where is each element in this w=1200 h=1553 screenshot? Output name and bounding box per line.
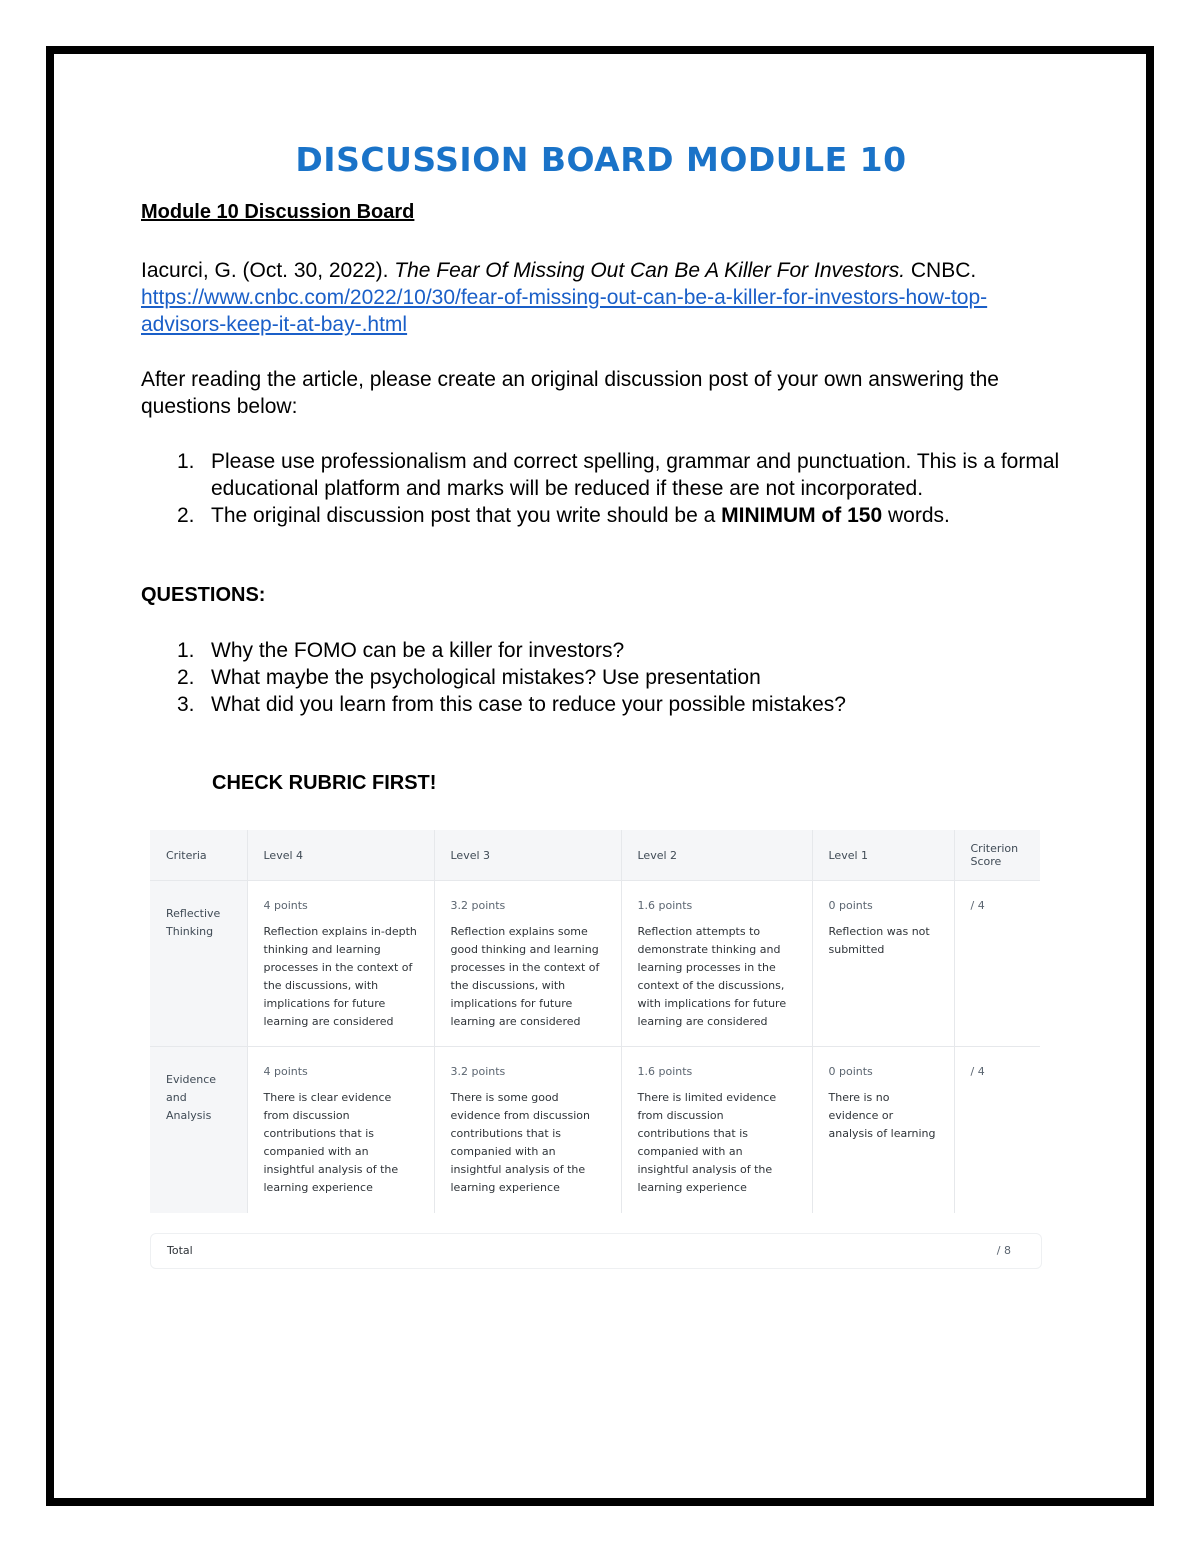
subheading: Module 10 Discussion Board: [141, 201, 415, 223]
list-number: 1.: [177, 639, 195, 662]
rubric-table: [150, 830, 1040, 1213]
list-item: [141, 664, 1061, 691]
rating-points: 4 points: [263, 899, 308, 912]
rating-cell: [434, 881, 621, 1047]
header-level-4: Level 4: [247, 830, 434, 881]
intro-paragraph: After reading the article, please create an original discussion post of your own answering the questions below:: [141, 368, 999, 418]
list-item: [141, 691, 1061, 718]
rating-description: Reflection explains in-depth thinking and learning processes in the context of the discussions, with implications for future learning are considered: [263, 925, 417, 1028]
rating-cell: [621, 1047, 812, 1213]
rating-cell: [621, 881, 812, 1047]
rating-description: There is some good evidence from discussion contributions that is companied with an insightful analysis of the learning experience: [450, 1091, 590, 1194]
rating-cell: [812, 881, 954, 1047]
list-item: [141, 502, 1061, 529]
rating-points: 0 points: [828, 1065, 873, 1078]
rating-description: Reflection was not submitted: [828, 925, 930, 956]
list-item: [141, 637, 1061, 664]
criterion-score: / 4: [954, 881, 1040, 1047]
question-text: What did you learn from this case to reduce your possible mistakes?: [211, 693, 846, 716]
question-text: What maybe the psychological mistakes? Use presentation: [211, 666, 761, 689]
total-score: / 8: [996, 1243, 1011, 1257]
header-level-2: Level 2: [621, 830, 812, 881]
rating-cell: [434, 1047, 621, 1213]
rating-description: There is no evidence or analysis of learning: [828, 1091, 936, 1140]
table-row: [150, 1047, 1040, 1213]
header-criterion-score: Criterion Score: [954, 830, 1040, 881]
question-text: Why the FOMO can be a killer for investors?: [211, 639, 625, 662]
rating-description: Reflection explains some good thinking and learning processes in the context of the discussions, with implications for future learning are considered: [450, 925, 600, 1028]
criterion-name: Evidence and Analysis: [150, 1047, 247, 1213]
header-level-1: Level 1: [812, 830, 954, 881]
criterion-name: Reflective Thinking: [150, 881, 247, 1047]
rating-cell: [812, 1047, 954, 1213]
rating-points: 1.6 points: [637, 1065, 693, 1078]
header-level-3: Level 3: [434, 830, 621, 881]
list-number: 1.: [177, 450, 195, 473]
check-rubric-note: CHECK RUBRIC FIRST!: [212, 772, 437, 794]
article-link[interactable]: https://www.cnbc.com/2022/10/30/fear-of-missing-out-can-be-a-killer-for-investors-how-top-advisors-keep-it-at-bay-.html: [141, 286, 988, 336]
rubric-image: [150, 830, 1040, 1269]
rating-description: There is clear evidence from discussion contributions that is companied with an insightful analysis of the learning experience: [263, 1091, 399, 1194]
criterion-score: / 4: [954, 1047, 1040, 1213]
table-row: [150, 881, 1040, 1047]
citation-source: CNBC.: [905, 259, 977, 282]
page-title: DISCUSSION BOARD MODULE 10: [295, 140, 907, 179]
questions-list: [141, 637, 1061, 718]
rating-description: Reflection attempts to demonstrate thinking and learning processes in the context of the discussions, with implications for future learning are considered: [637, 925, 787, 1028]
list-item-text-end: words.: [882, 504, 950, 527]
citation-author: Iacurci, G. (Oct. 30, 2022).: [141, 259, 395, 282]
rating-cell: [247, 881, 434, 1047]
list-item-text: The original discussion post that you write should be a: [211, 504, 722, 527]
rating-points: 4 points: [263, 1065, 308, 1078]
list-number: 3.: [177, 693, 195, 716]
citation: [141, 257, 1061, 338]
rating-description: There is limited evidence from discussion contributions that is companied with an insightful analysis of the learning experience: [637, 1091, 777, 1194]
header-criteria: Criteria: [150, 830, 247, 881]
word-minimum: MINIMUM of 150: [721, 504, 883, 527]
rating-points: 1.6 points: [637, 899, 693, 912]
list-item: [141, 448, 1061, 502]
instructions-list: [141, 448, 1061, 529]
list-number: 2.: [177, 666, 195, 689]
rating-points: 0 points: [828, 899, 873, 912]
rubric-header-row: [150, 830, 1040, 881]
list-number: 2.: [177, 504, 195, 527]
rubric-total-row: [150, 1233, 1042, 1269]
rating-cell: [247, 1047, 434, 1213]
questions-heading: QUESTIONS:: [141, 584, 266, 606]
total-label: Total: [167, 1243, 193, 1257]
citation-article-title: The Fear Of Missing Out Can Be A Killer For Investors.: [394, 259, 906, 282]
rating-points: 3.2 points: [450, 899, 506, 912]
list-item-text: Please use professionalism and correct spelling, grammar and punctuation. This is a formal educational platform and marks will be reduced if these are not incorporated.: [211, 450, 1060, 500]
rating-points: 3.2 points: [450, 1065, 506, 1078]
